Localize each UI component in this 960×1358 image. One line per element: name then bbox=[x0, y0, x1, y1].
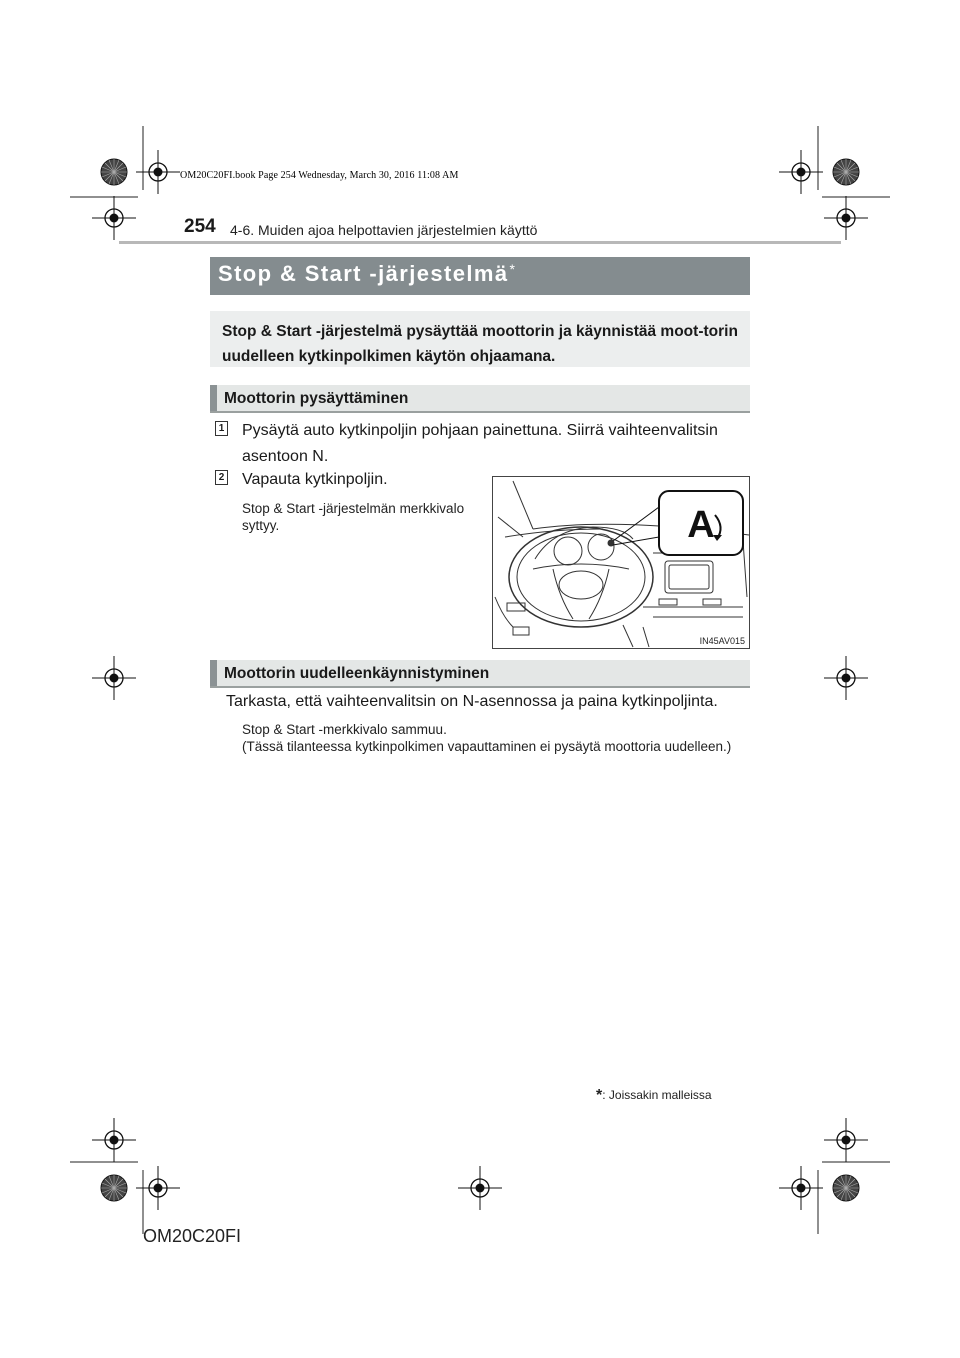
sunburst-bottom-left bbox=[101, 1175, 127, 1201]
step-1-text: Pysäytä auto kytkinpoljin pohjaan painettuna. Siirrä vaihteenvalitsin asentoon N. bbox=[242, 422, 718, 465]
restart-note-2: (Tässä tilanteessa kytkinpolkimen vapauttaminen ei pysäytä moottoria uudelleen.) bbox=[242, 739, 732, 754]
target-bottom-right-a bbox=[824, 1118, 868, 1162]
target-top-right-a bbox=[779, 150, 823, 194]
subheading-restarting bbox=[210, 660, 750, 688]
target-bottom-left-a bbox=[92, 1118, 136, 1162]
footnote-text: : Joissakin malleissa bbox=[602, 1088, 712, 1103]
subheading-restarting-text: Moottorin uudelleenkäynnistyminen bbox=[224, 665, 490, 682]
target-mid-right bbox=[824, 656, 868, 700]
restart-note-1: Stop & Start -merkkivalo sammuu. bbox=[242, 722, 447, 737]
step-number-1: 1 bbox=[215, 421, 228, 436]
target-top-left-b bbox=[92, 196, 136, 240]
page-number: 254 bbox=[184, 216, 216, 237]
header-rule bbox=[119, 241, 841, 244]
callout-label: A bbox=[687, 504, 715, 546]
target-bottom-center bbox=[458, 1166, 502, 1210]
footnote-star: * bbox=[596, 1087, 603, 1104]
book-header: OM20C20FI.book Page 254 Wednesday, March 30, 2016 11:08 AM bbox=[180, 170, 459, 181]
sunburst-top-right bbox=[833, 159, 859, 185]
target-bottom-right-b bbox=[779, 1166, 823, 1210]
restart-text: Tarkasta, että vaihteenvalitsin on N-asennossa ja paina kytkinpoljinta. bbox=[226, 693, 718, 710]
step-2-note: Stop & Start -järjestelmän merkkivalo syttyy. bbox=[242, 501, 465, 533]
intro-text: Stop & Start -järjestelmä pysäyttää moottorin ja käynnistää moot-torin uudelleen kytkinpolkimen käytön ohjaamana. bbox=[222, 323, 738, 365]
target-top-right-b bbox=[824, 196, 868, 240]
subheading-stopping bbox=[210, 385, 750, 413]
target-mid-left bbox=[92, 656, 136, 700]
page-title-text: Stop & Start -järjestelmä bbox=[218, 261, 509, 286]
sunburst-bottom-right bbox=[833, 1175, 859, 1201]
title-asterisk: * bbox=[509, 261, 515, 277]
subheading-stopping-text: Moottorin pysäyttäminen bbox=[224, 390, 409, 407]
intro-box bbox=[210, 311, 750, 367]
target-top-left-a bbox=[136, 150, 180, 194]
dashboard-illustration bbox=[492, 476, 750, 649]
footnote bbox=[596, 1087, 712, 1105]
section-title: 4-6. Muiden ajoa helpottavien järjestelmien käyttö bbox=[230, 222, 538, 238]
document-code: OM20C20FI bbox=[143, 1226, 242, 1246]
dashboard-drawing bbox=[493, 477, 749, 648]
step-2-text: Vapauta kytkinpoljin. bbox=[242, 471, 388, 488]
target-bottom-left-b bbox=[136, 1166, 180, 1210]
step-number-2: 2 bbox=[215, 470, 228, 485]
sunburst-top-left bbox=[101, 159, 127, 185]
figure-code: IN45AV015 bbox=[699, 636, 745, 646]
page-title bbox=[210, 257, 750, 295]
